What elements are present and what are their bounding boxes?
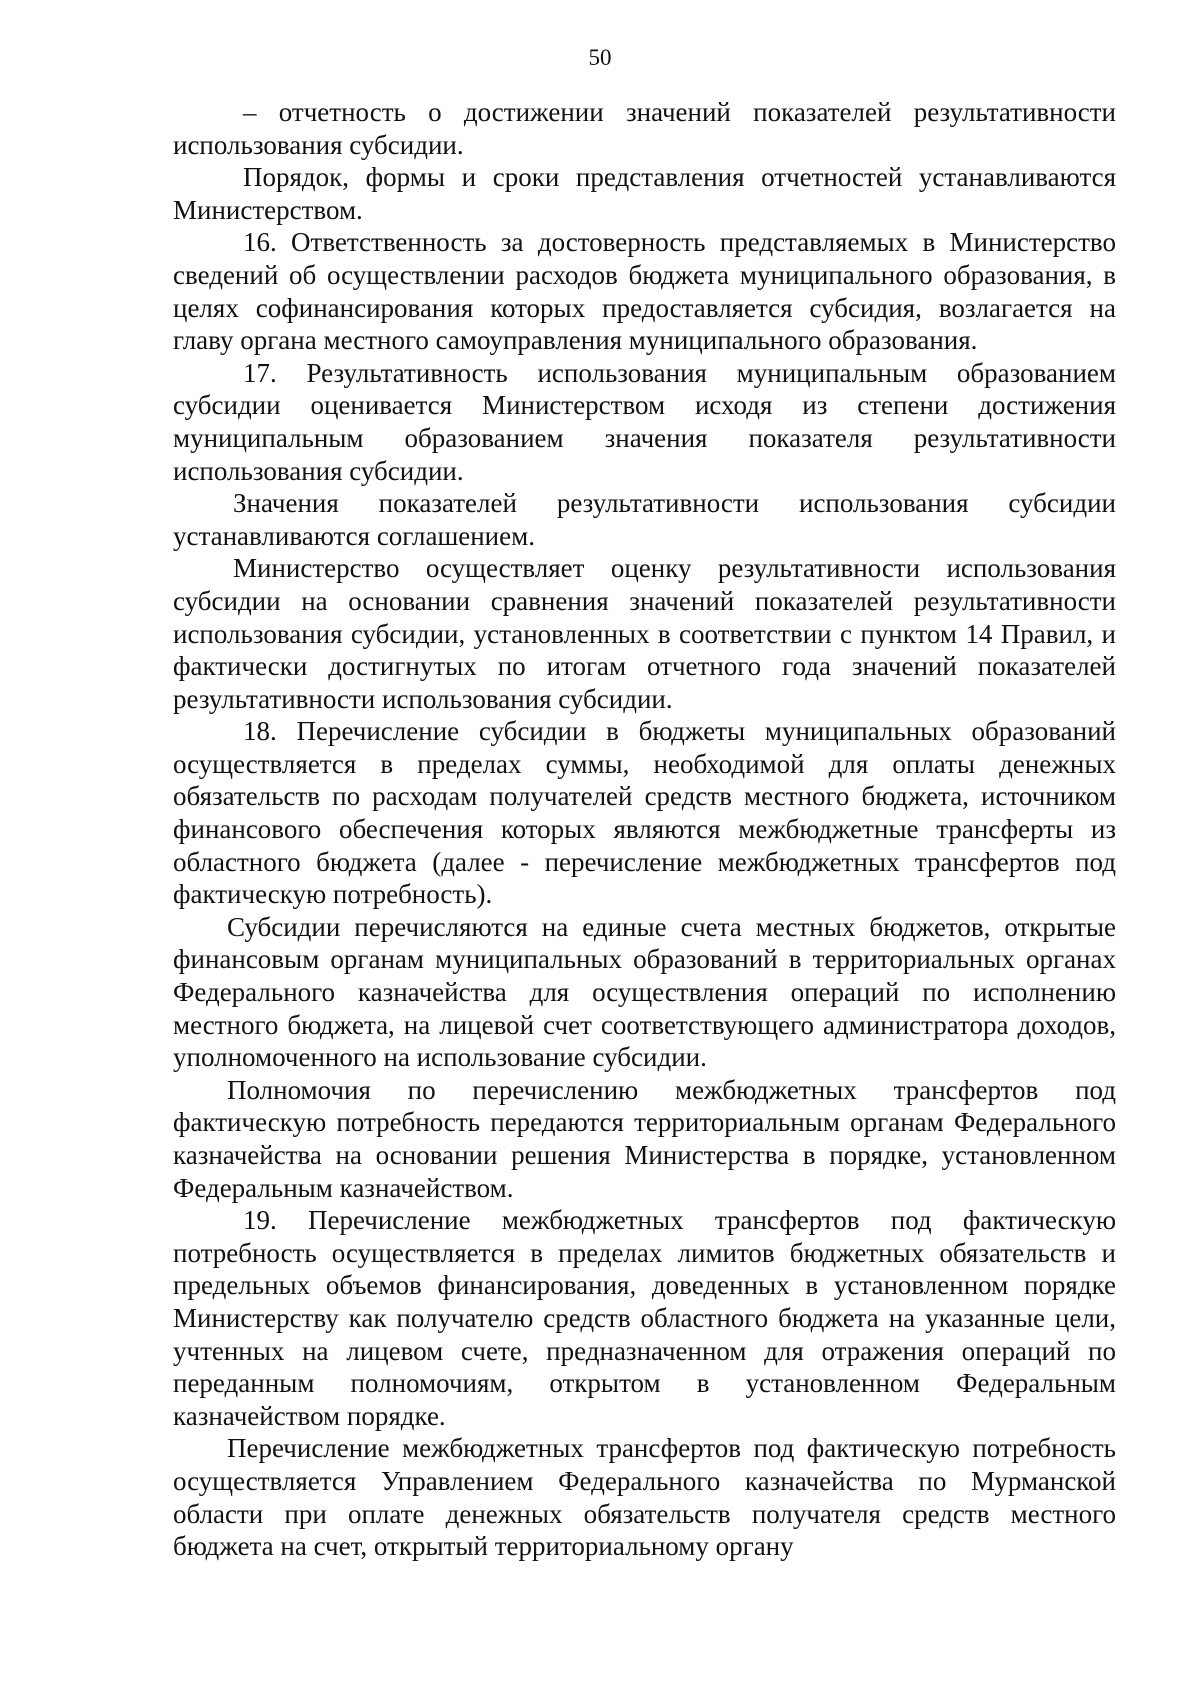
document-body bbox=[173, 96, 1116, 1563]
paragraph-18-transfer: 18. Перечисление субсидии в бюджеты муниципальных образований осуществляется в пределах суммы, необходимой для оплаты денежных обязательств по расходам получателей средств местного бюджета, источником финансового обеспечения которых являются межбюджетные трансферты из областного бюджета (далее - перечисление межбюджетных трансфертов под фактическую потребность). bbox=[173, 716, 1116, 910]
paragraph-19-limits: 19. Перечисление межбюджетных трансфертов под фактическую потребность осуществляется в пределах лимитов бюджетных обязательств и предельных объемов финансирования, доведенных в установленном порядке Министерству как получателю средств областного бюджета на указанные цели, учтенных на лицевом счете, предназначенном для отражения операций по переданным полномочиям, открытом в установленном Федеральным казначейством порядке. bbox=[173, 1205, 1116, 1431]
paragraph-powers: Полномочия по перечислению межбюджетных трансфертов под фактическую потребность передаются территориальным органам Федерального казначейства на основании решения Министерства в порядке, установленном Федеральным казначейством. bbox=[173, 1074, 1116, 1203]
paragraph-ministry-assessment: Министерство осуществляет оценку результативности использования субсидии на основании сравнения значений показателей результативности использования субсидии, установленных в соответствии с пунктом 14 Правил, и фактически достигнутых по итогам отчетного года значений показателей результативности использования субсидии. bbox=[173, 553, 1116, 714]
paragraph-reporting-item: – отчетность о достижении значений показателей результативности использования субсидии. bbox=[173, 97, 1116, 160]
paragraph-indicator-values: Значения показателей результативности использования субсидии устанавливаются соглашением. bbox=[173, 488, 1116, 551]
paragraph-16-responsibility: 16. Ответственность за достоверность представляемых в Министерство сведений об осуществлении расходов бюджета муниципального образования, в целях софинансирования которых предоставляется субсидия, возлагается на главу органа местного самоуправления муниципального образования. bbox=[173, 227, 1116, 356]
paragraph-17-effectiveness: 17. Результативность использования муниципальным образованием субсидии оценивается Министерством исходя из степени достижения муниципальным образованием значения показателя результативности использования субсидии. bbox=[173, 357, 1116, 486]
paragraph-treasury-transfer: Перечисление межбюджетных трансфертов под фактическую потребность осуществляется Управлением Федерального казначейства по Мурманской области при оплате денежных обязательств получателя средств местного бюджета на счет, открытый территориальному органу bbox=[173, 1433, 1116, 1562]
paragraph-accounts: Субсидии перечисляются на единые счета местных бюджетов, открытые финансовым органам муниципальных образований в территориальных органах Федерального казначейства для осуществления операций по исполнению местного бюджета, на лицевой счет соответствующего администратора доходов, уполномоченного на использование субсидии. bbox=[173, 911, 1116, 1073]
page-number: 50 bbox=[588, 45, 612, 70]
paragraph-reporting-procedure: Порядок, формы и сроки представления отчетностей устанавливаются Министерством. bbox=[173, 162, 1116, 225]
